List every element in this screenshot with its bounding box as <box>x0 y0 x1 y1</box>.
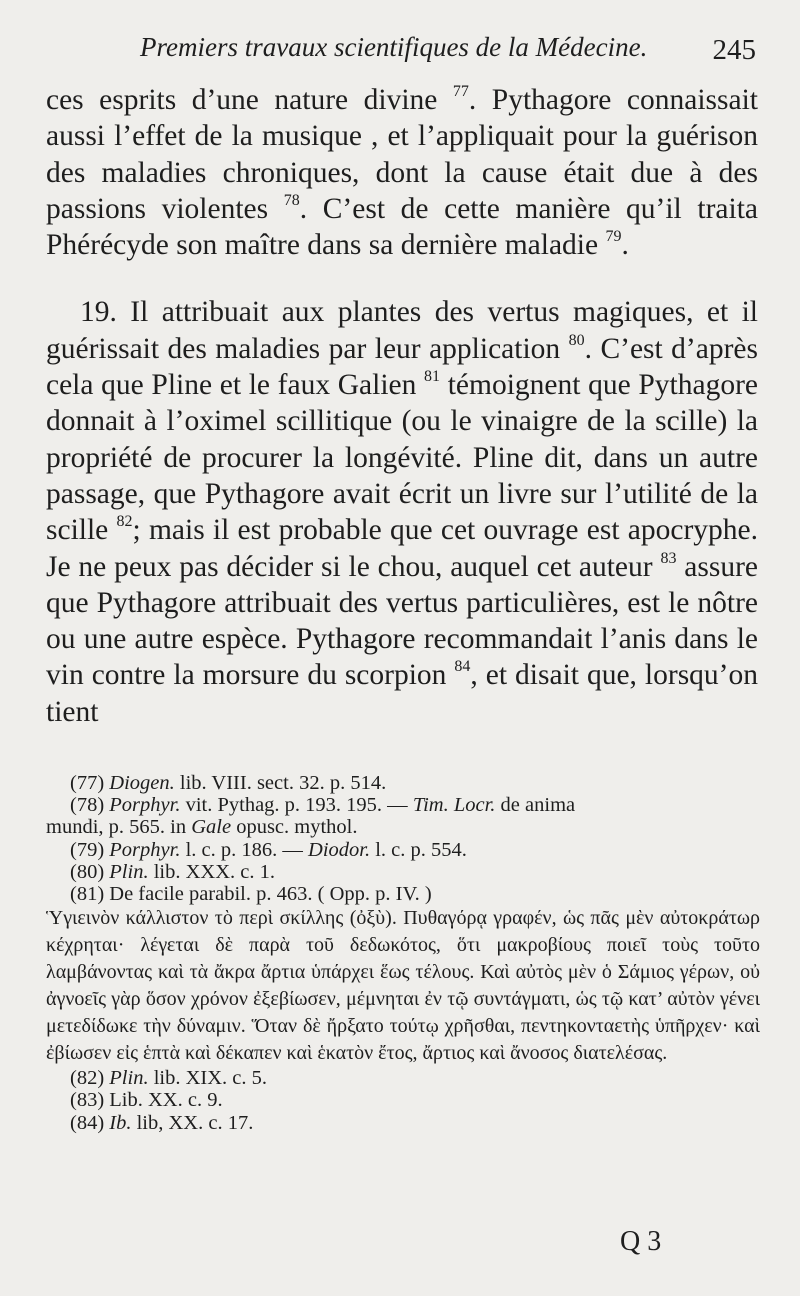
source-ref: lib. XIX. c. 5. <box>148 1067 268 1090</box>
footnote-82 <box>46 1067 760 1089</box>
source-ref: de anima <box>495 794 576 817</box>
text-run: , et disait que, lorsqu’on tient <box>46 659 758 728</box>
footnote-83 <box>46 1089 760 1111</box>
footnote-ref-80: 80 <box>568 331 585 349</box>
text-run: ; mais il est probable que cet ouvrage est apocryphe. Je ne peux pas décider si le chou, auquel cet auteur <box>46 514 758 583</box>
source-ref: lib. XXX. c. 1. <box>148 860 275 883</box>
signature-mark: Q 3 <box>620 1226 662 1257</box>
text-run: . C’est de cette manière qu’il traita Phérécyde son maître dans sa dernière maladie <box>46 192 758 262</box>
footnote-number: (81) <box>70 883 110 906</box>
footnote-number: (77) <box>70 772 110 794</box>
text-run: . Pythagore connaissait aussi l’effet de la musique , et l’appliquait pour la guérison des maladies chroniques, dont la cause était due à des passions violentes <box>46 84 758 225</box>
source-ref: l. c. p. 186. — <box>180 838 309 861</box>
footnote-number: (78) <box>70 794 110 817</box>
main-text <box>46 82 758 730</box>
footnotes <box>46 772 760 1134</box>
footnote-number: (80) <box>70 860 110 883</box>
footnote-ref-82: 82 <box>116 513 133 531</box>
paragraph-19 <box>46 294 758 730</box>
source-author: Diodor. <box>308 838 371 861</box>
paragraph-1 <box>46 82 758 263</box>
footnote-84 <box>46 1112 760 1134</box>
source-author: Diogen. <box>109 772 175 794</box>
footnote-ref-78: 78 <box>283 191 300 209</box>
text-run: ces esprits d’une nature divine <box>46 84 453 116</box>
source-ref: Lib. XX. c. 9. <box>109 1089 223 1112</box>
source-ref: l. c. p. 554. <box>370 838 467 861</box>
source-author: Gale <box>191 816 232 839</box>
source-ref: De facile parabil. p. 463. ( Opp. p. IV. ) <box>109 883 432 906</box>
source-ref: lib. VIII. sect. 32. p. 514. <box>174 772 387 794</box>
footnote-ref-84: 84 <box>454 658 471 676</box>
source-author: Porphyr. <box>109 794 181 817</box>
text-run: assure que Pythagore attribuait des vertus particulières, est le nôtre ou une autre espèce. Pythagore recommandait l’anis dans le vin contre la morsure du scorpion <box>46 550 758 692</box>
footnote-number: (82) <box>70 1067 110 1090</box>
footnote-78 <box>46 794 760 816</box>
source-ref: opusc. mythol. <box>231 816 358 839</box>
running-title: Premiers travaux scientifiques de la Médecine. <box>140 32 648 62</box>
source-author: Ib. <box>109 1111 132 1134</box>
footnote-number: (83) <box>70 1089 110 1112</box>
footnote-ref-79: 79 <box>605 228 622 246</box>
footnote-78-continued <box>46 816 760 838</box>
text-run: témoignent que Pythagore donnait à l’oximel scillitique (ou le vinaigre de la scille) la propriété de procurer la longévité. Pline dit, dans un autre passage, que Pythagore avait écrit un livre sur l’utilité de la scille <box>46 369 758 547</box>
footnote-number: (79) <box>70 838 110 861</box>
source-author: Porphyr. <box>109 838 181 861</box>
source-author: Tim. Locr. <box>412 794 496 817</box>
footnote-80 <box>46 861 760 883</box>
footnote-ref-81: 81 <box>424 368 441 386</box>
footnote-81-greek-quote: Ὑγιεινὸν κάλλιστον τὸ περὶ σκίλλης (ὀξὺ). Πυθαγόρᾳ γραφέν, ὡς πᾶς μὲν αὐτοκράτωρ κέχρηται· λέγεται δὲ παρὰ τοῦ δεδωκότος, ὅτι μακροβίους ποιεῖ τοὺς τοῦτο λαμβάνοντας καὶ τὰ ἄκρα ἄρτια ὑπάρχει ἕως τέλους. Καὶ αὐτὸς μὲν ὁ Σάμιος γέρων, οὐ ἀγνοεῖς γὰρ ὅσον χρόνον ἐξεβίωσεν, μέμνηται ἐν τῷ συντάγματι, ὡς τῷ κατ’ αὐτὸν γένει μετεδίδωκε τὴν δύναμιν. Ὅταν δὲ ἤρξατο τούτῳ χρῆσθαι, πεντηκονταετὴς ὑπῆρχεν· καὶ ἐβίωσεν εἰς ἑπτὰ καὶ δέκαπεν καὶ ἑκατὸν ἔτος, ἄρτιος καὶ ἄνοσος διατελέσας. <box>46 907 760 1065</box>
source-author: Plin. <box>109 1067 149 1090</box>
running-header <box>140 32 760 72</box>
source-ref: vit. Pythag. p. 193. 195. — <box>180 794 413 817</box>
footnote-77 <box>46 772 760 794</box>
footnote-number: (84) <box>70 1111 110 1134</box>
footnote-81 <box>46 883 760 905</box>
text-run: 19. Il attribuait aux plantes des vertus magiques, et il guérissait des maladies par leur application <box>46 296 758 365</box>
source-ref: mundi, p. 565. in <box>46 816 192 839</box>
page-number: 245 <box>712 34 756 66</box>
footnote-ref-83: 83 <box>660 549 677 567</box>
text-run: . <box>621 229 629 262</box>
text-run: . C’est d’après cela que Pline et le faux Galien <box>46 332 758 402</box>
source-author: Plin. <box>109 860 149 883</box>
source-ref: lib, XX. c. 17. <box>131 1111 254 1134</box>
footnote-ref-77: 77 <box>452 83 469 100</box>
footnote-79 <box>46 839 760 861</box>
